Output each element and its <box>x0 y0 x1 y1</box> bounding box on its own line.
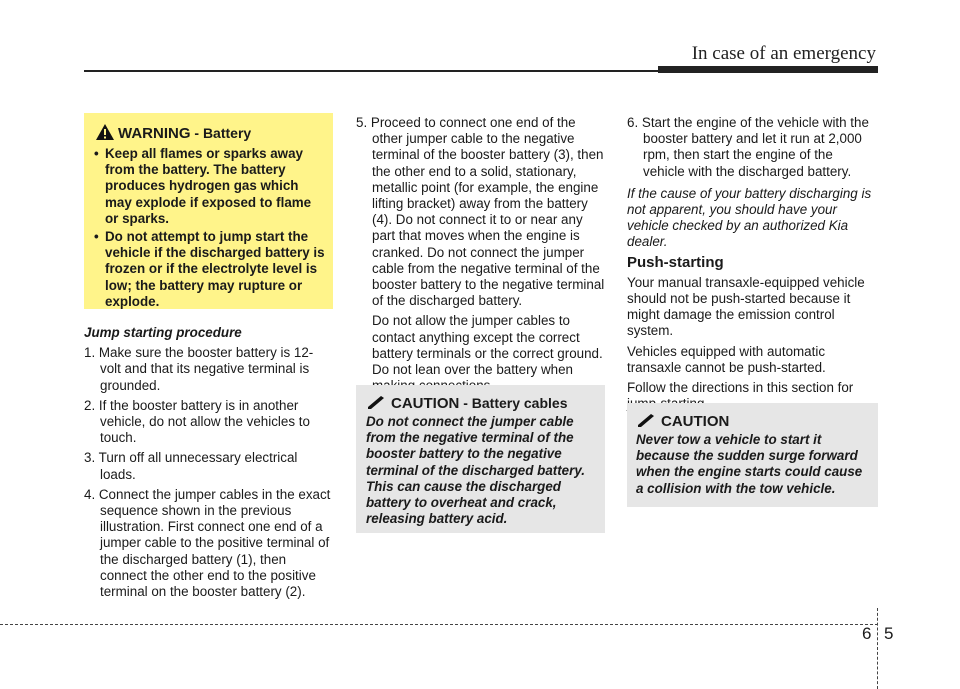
page-header-title: In case of an emergency <box>691 43 876 64</box>
step-2: 2. If the booster battery is in another vehicle, do not allow the vehicles to touch. <box>84 397 310 446</box>
page-number: 5 <box>884 624 894 643</box>
step-4: 4. Connect the jumper cables in the exact sequence shown in the previous illustration. First connect one end of a jumper cable to the positive terminal of the discharged battery (1), then connect the other end to the positive terminal on the booster battery (2). <box>84 486 331 600</box>
footer-rule <box>0 624 878 625</box>
step-5: 5. Proceed to connect one end of the other jumper cable to the negative terminal of the booster battery (3), then the other end to a solid, stationary, metallic point (for example, the engine lifting bracket) away from the battery (4). Do not connect it to or near any part that moves when the engine is cranked. Do not connect the jumper cable from the negative terminal of the booster battery to the negative terminal of the discharged battery. <box>356 115 605 309</box>
left-column <box>84 325 333 604</box>
push-paragraph-3: Follow the directions in this section for <box>627 380 854 396</box>
warning-triangle-icon <box>95 123 115 141</box>
step-1: 1. Make sure the booster battery is 12-volt and that its negative terminal is grounded. <box>84 345 314 393</box>
caution-text: Do not connect the jumper cable from the negative terminal of the booster battery to the negative terminal of the discharged battery. This can cause the discharged battery to overheat and crack, releasing battery acid. <box>366 414 586 527</box>
warning-title: WARNING - Battery <box>118 125 252 142</box>
header-bar <box>658 66 878 73</box>
chapter-number: 6 <box>862 624 872 643</box>
procedure-heading: Jump starting procedure <box>84 325 242 340</box>
cause-note: If the cause of your battery discharging is not apparent, you should have your vehicle checked by an authorized Kia dealer. <box>627 185 872 250</box>
caution-text: Never tow a vehicle to start it because the sudden surge forward when the engine starts could cause a collision with the tow vehicle. <box>636 432 863 496</box>
push-paragraph-2: Vehicles equipped with automatic transaxle cannot be push-started. <box>627 343 826 375</box>
warning-bullet: • Keep all flames or sparks away from the battery. The battery produces hydrogen gas which may explode if exposed to flame or sparks. <box>92 146 326 227</box>
caution-pencil-icon <box>367 396 385 410</box>
footer-divider <box>877 608 878 689</box>
caution-pencil-icon <box>637 414 655 428</box>
caution-title: CAUTION - Battery cables <box>391 395 568 412</box>
warning-bullet: • Do not attempt to jump start the vehicle if the discharged battery is frozen or if the electrolyte level is low; the battery may rupture or explode. <box>92 229 326 310</box>
warning-list <box>92 146 326 312</box>
push-paragraph-1: Your manual transaxle-equipped vehicle should not be push-started because it might damage the emission control system. <box>627 274 865 339</box>
middle-column <box>356 115 605 398</box>
push-starting-title: Push-starting <box>627 253 724 271</box>
right-column <box>627 115 878 416</box>
step-6: 6. Start the engine of the vehicle with the booster battery and let it run at 2,000 rpm, then start the engine of the vehicle with the discharged battery. <box>627 115 869 179</box>
caution-title: CAUTION <box>661 413 730 430</box>
step-5-extra: Do not allow the jumper cables to contact anything except the correct battery terminals or the correct ground. Do not lean over the battery when <box>372 313 603 378</box>
step-3: 3. Turn off all unnecessary electrical loads. <box>84 450 298 482</box>
